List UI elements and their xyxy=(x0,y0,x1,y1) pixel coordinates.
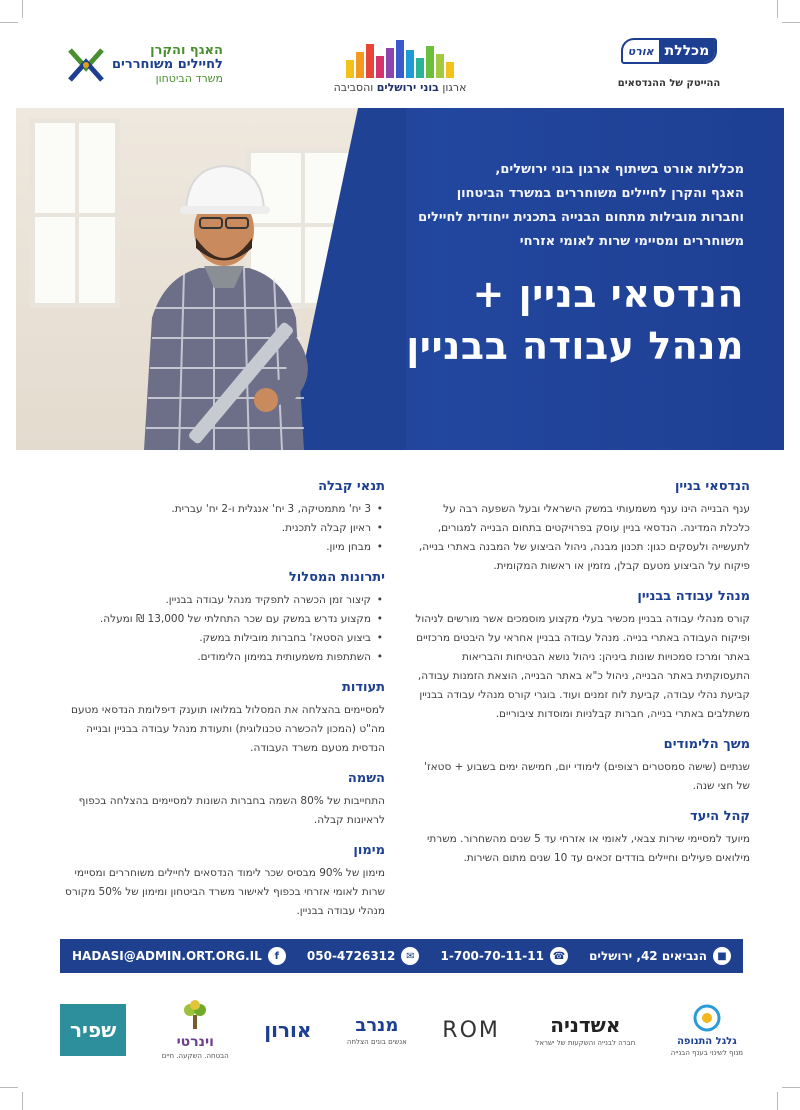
email-item[interactable] xyxy=(72,947,286,965)
sponsor-name: אורון xyxy=(264,1018,312,1042)
army-fund-logo xyxy=(66,44,226,86)
intro-line: משוחררים ומסיימי שרות לאומי אזרחי xyxy=(519,234,744,249)
sponsor-vinarti xyxy=(162,1000,229,1060)
sponsor-name: אשדניה xyxy=(550,1013,621,1037)
intro-line: מכללות אורט בשיתוף ארגון בוני ירושלים, xyxy=(495,162,744,177)
sponsor-tag: הבטחה. השקעה. חיים xyxy=(161,1052,229,1060)
army-line2: לחיילים משוחררים xyxy=(112,57,223,72)
list-item: • השתתפות משמעותית במימון הלימודים. xyxy=(50,648,385,667)
envelope-icon: ✉ xyxy=(401,947,419,965)
sponsor-tag: חברה לבנייה והשקעות של ישראל xyxy=(535,1039,636,1047)
section-funding xyxy=(50,842,385,921)
city-logo-text xyxy=(325,81,475,94)
section-text: למסיימים בהצלחה את המסלול במלואו תוענק דיפלומת הנדסאי מטעם מה"ט (המכון להכשרה טכנולוגית) ותעודת מנהל עבודה בבניין ובנייה הנדסית מטעם משרד העבודה. xyxy=(71,704,385,754)
section-title: השמה xyxy=(347,771,385,786)
army-fund-text xyxy=(112,44,223,86)
content-columns xyxy=(50,478,750,918)
army-line3: משרד הביטחון xyxy=(155,72,223,85)
engineer-illustration xyxy=(104,138,344,450)
tree-icon xyxy=(180,1000,210,1030)
list-item: • קיצור זמן הכשרה לתפקיד מנהל עבודה בבניין. xyxy=(50,591,385,610)
section-title: קהל היעד xyxy=(690,809,750,824)
skyline-icon xyxy=(325,40,475,78)
section-admission xyxy=(50,478,385,557)
list-item: • ראיון קבלה לתכנית. xyxy=(50,519,385,538)
sponsor-tag: מנוף לשינוי בענף הבנייה xyxy=(670,1048,743,1057)
sponsor-name: וינרטי xyxy=(176,1034,214,1050)
wheel-icon xyxy=(693,1004,721,1032)
section-title: הנדסאי בניין xyxy=(674,479,750,494)
section-duration xyxy=(410,736,750,796)
hero-title xyxy=(364,268,744,372)
advantages-list xyxy=(50,591,385,667)
sponsor-name: שפיר xyxy=(70,1018,117,1042)
email-text[interactable]: HADASI@ADMIN.ORT.ORG.IL xyxy=(72,949,262,963)
phone-text[interactable]: 1-700-70-11-11 xyxy=(440,949,544,963)
address-item xyxy=(589,947,731,965)
jerusalem-builders-logo xyxy=(325,40,475,94)
fund-emblem-icon xyxy=(66,46,106,84)
whatsapp-item[interactable] xyxy=(307,947,419,965)
list-item: • מבחן מיון. xyxy=(50,538,385,557)
intro-line: וחברות מובילות מתחום הבנייה בתכנית ייחודית לחיילים xyxy=(418,210,744,225)
intro-line: האגף והקרן לחיילים משוחררים במשרד הביטחון xyxy=(456,186,744,201)
admission-list xyxy=(50,500,385,557)
header xyxy=(0,0,800,108)
sponsor-tag: אנשים בונים הצלחה xyxy=(346,1037,407,1046)
sponsor-rom xyxy=(442,1018,500,1043)
section-title: מנהל עבודה בבניין xyxy=(637,589,750,604)
sponsor-oron xyxy=(264,1018,311,1042)
ort-badge-main: מכללת xyxy=(659,40,716,62)
sponsor-name: מנרב xyxy=(355,1014,399,1036)
army-line1: האגף והקרן xyxy=(150,43,223,58)
section-placement xyxy=(50,770,385,830)
bus-icon: ■ xyxy=(713,947,731,965)
section-text: התחייבות של 80% השמה בחברות השונות למסיימים בהצלחה בכפוף לראיונות קבלה. xyxy=(78,795,385,826)
crop-mark xyxy=(0,1087,18,1088)
list-item: • ביצוע הסטאז' בחברות מובילות במשק. xyxy=(50,629,385,648)
hero-title-line2: מנהל עבודה בבניין xyxy=(406,324,744,368)
sponsor-name: ROM xyxy=(442,1017,500,1043)
section-title: יתרונות המסלול xyxy=(288,570,385,585)
section-title: משך הלימודים xyxy=(663,737,750,752)
section-text: ענף הבנייה הינו ענף משמעותי במשק הישראלי ובעל השפעה רבה על כלכלת המדינה. הנדסאי בניין עוסק בפרויקטים בתחום הבנייה למגורים, לתעשייה ולעסקים כגון: תכנון מבנה, ניהול הביצוע של המבנה באתרי בנייה, פיקוח על הביצוע מטעם קבלן, מזמין או ראשות המקומית. xyxy=(418,503,750,572)
section-building-engineer xyxy=(410,478,750,576)
list-item: • 3 יח' מתמטיקה, 3 יח' אנגלית ו-2 יח' עברית. xyxy=(50,500,385,519)
facebook-icon: f xyxy=(268,947,286,965)
sponsor-shapir xyxy=(60,1004,126,1056)
city-bold: בוני ירושלים xyxy=(376,81,439,94)
section-advantages xyxy=(50,569,385,667)
hero-banner xyxy=(16,108,784,450)
sponsor-ashdania xyxy=(535,1013,635,1047)
sponsor-minrav xyxy=(347,1015,407,1046)
crop-mark xyxy=(22,1092,23,1110)
city-suffix: והסביבה xyxy=(333,81,374,94)
section-certificates xyxy=(50,679,385,758)
hero-text xyxy=(364,158,744,372)
crop-mark xyxy=(782,1087,800,1088)
ort-logo xyxy=(604,38,734,89)
sponsor-logos xyxy=(60,990,743,1070)
crop-mark xyxy=(777,1092,778,1110)
contact-bar xyxy=(60,939,743,973)
right-column xyxy=(410,478,750,880)
ort-tagline: ההייטק של ההנדסאים xyxy=(617,78,721,89)
section-target-audience xyxy=(410,808,750,868)
section-text: מימון של 90% מבסיס שכר לימוד הנדסאים לחיילים משוחררים ומסיימי שרות לאומי אזרחי בכפוף לאישור משרד הביטחון ומימון של 50% מקורס מנהלי עבודה בבניין. xyxy=(65,867,385,917)
section-text: קורס מנהלי עבודה בבניין מכשיר בעלי מקצוע מוסמכים אשר מורשים לניהול ופיקוח העבודה באתרי בנייה. מנהל עבודה בבניין אחראי על היבטים מרכזיים באתר ומרכז סמכויות שונות ביניהן: ניהול נושא הבטיחות והבריאות התעסוקתית באתר הבנייה, ניהול כ"א באתר הבנייה, הוצאת הזמנות עבודה, קביעת נהלי עבודה, קביעת לוח זמנים ועוד. בוגרי קורס מנהלי עבודה בבניין משתלבים באתרי בנייה, חברות קבלניות ומוסדות ציבוריים. xyxy=(415,613,750,720)
phone-icon: ☎ xyxy=(550,947,568,965)
sponsor-name: גלגל התנופה xyxy=(677,1035,737,1047)
section-text: שנתיים (שישה סמסטרים רצופים) לימודי יום, חמישה ימים בשבוע + סטאז' של חצי שנה. xyxy=(424,761,750,792)
ort-badge-sub: אורט xyxy=(627,44,654,58)
city-prefix: ארגון xyxy=(442,81,467,94)
whatsapp-text[interactable]: 050-4726312 xyxy=(306,949,396,963)
section-title: תעודות xyxy=(342,680,385,695)
section-text: מיועד למסיימי שירות צבאי, לאומי או אזרחי עד 5 שנים מהשחרור. משרתי מילואים פעילים וחיילים בודדים זכאים עד 10 שנים מתום השירות. xyxy=(427,833,750,864)
hero-title-line1: הנדסאי בניין + xyxy=(472,272,744,316)
section-title: תנאי קבלה xyxy=(318,479,385,494)
phone-item[interactable] xyxy=(441,947,568,965)
list-item: • מקצוע נדרש במשק עם שכר התחלתי של 13,000 ₪ ומעלה. xyxy=(50,610,385,629)
hero-intro xyxy=(364,158,744,254)
sponsor-galgal xyxy=(671,1004,743,1057)
section-title: מימון xyxy=(353,843,385,858)
ort-badge xyxy=(621,38,717,64)
section-work-manager xyxy=(410,588,750,724)
address-text: הנביאים 42, ירושלים xyxy=(589,949,707,963)
left-column xyxy=(50,478,385,933)
